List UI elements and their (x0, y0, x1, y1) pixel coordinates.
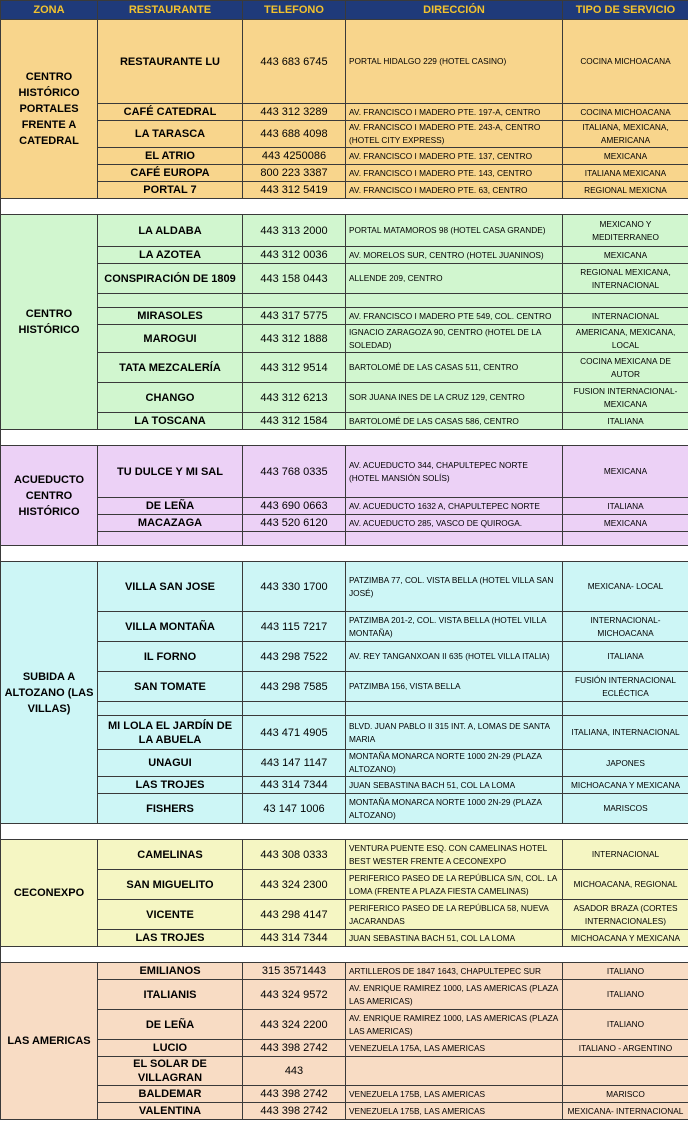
service-type: ITALIANA, INTERNACIONAL (563, 716, 688, 750)
table-row (1, 930, 688, 947)
address: PATZIMBA 156, VISTA BELLA (346, 672, 563, 702)
restaurant-name: EMILIANOS (98, 963, 243, 980)
service-type: ITALIANO (563, 980, 688, 1010)
restaurant-name (98, 294, 243, 308)
phone-number (243, 294, 346, 308)
restaurant-name: FISHERS (98, 794, 243, 824)
address (346, 702, 563, 716)
service-type: MARISCOS (563, 794, 688, 824)
separator-cell (1, 947, 688, 963)
service-type: ASADOR BRAZA (CORTES INTERNACIONALES) (563, 900, 688, 930)
address: VENTURA PUENTE ESQ. CON CAMELINAS HOTEL BEST WESTER FRENTE A CECONEXPO (346, 840, 563, 870)
service-type: INTERNACIONAL (563, 308, 688, 325)
service-type: ITALIANA (563, 498, 688, 515)
table-row (1, 642, 688, 672)
table-row (1, 165, 688, 182)
table-row (1, 515, 688, 532)
restaurant-name (98, 702, 243, 716)
address: PATZIMBA 201-2, COL. VISTA BELLA (HOTEL VILLA MONTAÑA) (346, 612, 563, 642)
phone-number: 315 3571443 (243, 963, 346, 980)
phone-number: 443 312 5419 (243, 182, 346, 199)
phone-number: 443 683 6745 (243, 20, 346, 104)
service-type (563, 294, 688, 308)
address (346, 532, 563, 546)
header-tipo-servicio: TIPO DE SERVICIO (563, 1, 688, 20)
address: AV. FRANCISCO I MADERO PTE. 63, CENTRO (346, 182, 563, 199)
phone-number: 443 313 2000 (243, 215, 346, 247)
service-type: REGIONAL MEXICNA (563, 182, 688, 199)
service-type: MEXICANA (563, 247, 688, 264)
service-type: ITALIANO (563, 1010, 688, 1040)
restaurant-name: BALDEMAR (98, 1086, 243, 1103)
service-type: MEXICANO Y MEDITERRANEO (563, 215, 688, 247)
service-type: JAPONES (563, 750, 688, 777)
phone-number: 443 308 0333 (243, 840, 346, 870)
phone-number: 443 298 7522 (243, 642, 346, 672)
address: MONTAÑA MONARCA NORTE 1000 2N-29 (PLAZA ALTOZANO) (346, 794, 563, 824)
address: AV. ENRIQUE RAMIREZ 1000, LAS AMERICAS (PLAZA LAS AMERICAS) (346, 1010, 563, 1040)
phone-number: 443 158 0443 (243, 264, 346, 294)
table-row (1, 702, 688, 716)
service-type: FUSION INTERNACIONAL-MEXICANA (563, 383, 688, 413)
phone-number: 800 223 3387 (243, 165, 346, 182)
phone-number: 443 312 9514 (243, 353, 346, 383)
service-type: MEXICANA (563, 148, 688, 165)
phone-number: 443 4250086 (243, 148, 346, 165)
service-type (563, 1057, 688, 1086)
phone-number: 443 312 0036 (243, 247, 346, 264)
table-row (1, 215, 688, 247)
phone-number: 443 115 7217 (243, 612, 346, 642)
address: AV. ENRIQUE RAMIREZ 1000, LAS AMERICAS (PLAZA LAS AMERICAS) (346, 980, 563, 1010)
phone-number: 443 520 6120 (243, 515, 346, 532)
table-row (1, 383, 688, 413)
header-telefono: TELEFONO (243, 1, 346, 20)
restaurant-name: TATA MEZCALERÍA (98, 353, 243, 383)
service-type: MEXICANA- LOCAL (563, 562, 688, 612)
phone-number: 443 398 2742 (243, 1040, 346, 1057)
restaurant-name: MACAZAGA (98, 515, 243, 532)
phone-number (243, 532, 346, 546)
service-type: ITALIANA (563, 642, 688, 672)
table-row (1, 750, 688, 777)
phone-number: 443 312 3289 (243, 104, 346, 121)
service-type: REGIONAL MEXICANA, INTERNACIONAL (563, 264, 688, 294)
service-type: ITALIANA (563, 413, 688, 430)
address: AV. FRANCISCO I MADERO PTE. 143, CENTRO (346, 165, 563, 182)
service-type: COCINA MEXICANA DE AUTOR (563, 353, 688, 383)
table-row (1, 1103, 688, 1120)
table-row (1, 672, 688, 702)
phone-number: 443 688 4098 (243, 121, 346, 148)
restaurant-name: LAS TROJES (98, 777, 243, 794)
restaurant-name: LA TOSCANA (98, 413, 243, 430)
separator-cell (1, 199, 688, 215)
address: AV. FRANCISCO I MADERO PTE. 197-A, CENTRO (346, 104, 563, 121)
restaurant-name: CHANGO (98, 383, 243, 413)
table-row (1, 870, 688, 900)
service-type: INTERNACIONAL (563, 840, 688, 870)
service-type: MICHOACANA, REGIONAL (563, 870, 688, 900)
address: BLVD. JUAN PABLO II 315 INT. A, LOMAS DE SANTA MARIA (346, 716, 563, 750)
service-type: ITALIANO - ARGENTINO (563, 1040, 688, 1057)
restaurant-name: LA AZOTEA (98, 247, 243, 264)
header-zona: ZONA (1, 1, 98, 20)
table-row (1, 794, 688, 824)
phone-number: 443 312 1888 (243, 325, 346, 353)
restaurant-name: RESTAURANTE LU (98, 20, 243, 104)
restaurant-name: DE LEÑA (98, 1010, 243, 1040)
service-type: COCINA MICHOACANA (563, 104, 688, 121)
phone-number: 443 312 1584 (243, 413, 346, 430)
address: AV. ACUEDUCTO 1632 A, CHAPULTEPEC NORTE (346, 498, 563, 515)
service-type: MARISCO (563, 1086, 688, 1103)
service-type: MEXICANA (563, 515, 688, 532)
address: AV. ACUEDUCTO 344, CHAPULTEPEC NORTE (HOTEL MANSIÓN SOLÍS) (346, 446, 563, 498)
restaurant-name: PORTAL 7 (98, 182, 243, 199)
table-row (1, 182, 688, 199)
header-restaurante: RESTAURANTE (98, 1, 243, 20)
table-row (1, 840, 688, 870)
restaurant-name: EL SOLAR DE VILLAGRAN (98, 1057, 243, 1086)
table-row (1, 325, 688, 353)
phone-number: 443 298 7585 (243, 672, 346, 702)
service-type: MICHOACANA Y MEXICANA (563, 777, 688, 794)
restaurant-name: CONSPIRACIÓN DE 1809 (98, 264, 243, 294)
service-type: AMERICANA, MEXICANA, LOCAL (563, 325, 688, 353)
restaurant-name: LAS TROJES (98, 930, 243, 947)
service-type: ITALIANA MEXICANA (563, 165, 688, 182)
address: AV. FRANCISCO I MADERO PTE 549, COL. CENTRO (346, 308, 563, 325)
phone-number: 443 324 9572 (243, 980, 346, 1010)
phone-number: 443 317 5775 (243, 308, 346, 325)
table-row (1, 121, 688, 148)
zone-separator (1, 824, 688, 840)
phone-number: 443 471 4905 (243, 716, 346, 750)
restaurant-name: VILLA MONTAÑA (98, 612, 243, 642)
restaurant-name: VILLA SAN JOSE (98, 562, 243, 612)
zone-name-cell: LAS AMERICAS (1, 963, 98, 1120)
address: PERIFERICO PASEO DE LA REPÚBLICA 58, NUEVA JACARANDAS (346, 900, 563, 930)
address: AV. ACUEDUCTO 285, VASCO DE QUIROGA. (346, 515, 563, 532)
address: SOR JUANA INES DE LA CRUZ 129, CENTRO (346, 383, 563, 413)
address: BARTOLOMÉ DE LAS CASAS 586, CENTRO (346, 413, 563, 430)
zone-name-cell: ACUEDUCTO CENTRO HISTÓRICO (1, 446, 98, 546)
phone-number: 443 398 2742 (243, 1103, 346, 1120)
phone-number: 443 324 2200 (243, 1010, 346, 1040)
table-row (1, 900, 688, 930)
table-row (1, 963, 688, 980)
service-type: ITALIANO (563, 963, 688, 980)
table-row (1, 777, 688, 794)
zone-name-cell: CECONEXPO (1, 840, 98, 947)
table-row (1, 20, 688, 104)
restaurant-name: MAROGUI (98, 325, 243, 353)
separator-cell (1, 430, 688, 446)
address: VENEZUELA 175B, LAS AMERICAS (346, 1103, 563, 1120)
phone-number: 443 314 7344 (243, 777, 346, 794)
restaurant-name: EL ATRIO (98, 148, 243, 165)
table-row (1, 1010, 688, 1040)
zone-separator (1, 546, 688, 562)
service-type: FUSIÓN INTERNACIONAL ECLÉCTICA (563, 672, 688, 702)
restaurant-name: CAFÉ CATEDRAL (98, 104, 243, 121)
restaurant-name: LA ALDABA (98, 215, 243, 247)
phone-number: 443 330 1700 (243, 562, 346, 612)
restaurant-name: TU DULCE Y MI SAL (98, 446, 243, 498)
table-row (1, 308, 688, 325)
restaurant-name: CAMELINAS (98, 840, 243, 870)
phone-number: 443 690 0663 (243, 498, 346, 515)
table-row (1, 353, 688, 383)
header-row (1, 1, 688, 20)
table-row (1, 1057, 688, 1086)
table-row (1, 562, 688, 612)
service-type (563, 702, 688, 716)
restaurant-name: DE LEÑA (98, 498, 243, 515)
service-type: COCINA MICHOACANA (563, 20, 688, 104)
phone-number: 443 314 7344 (243, 930, 346, 947)
table-row (1, 1086, 688, 1103)
phone-number: 443 324 2300 (243, 870, 346, 900)
phone-number: 443 147 1147 (243, 750, 346, 777)
zone-name-cell: CENTRO HISTÓRICO (1, 215, 98, 430)
restaurant-name: VICENTE (98, 900, 243, 930)
table-row (1, 247, 688, 264)
restaurant-name: ITALIANIS (98, 980, 243, 1010)
table-row (1, 446, 688, 498)
restaurant-name: MI LOLA EL JARDÍN DE LA ABUELA (98, 716, 243, 750)
zone-separator (1, 947, 688, 963)
address: VENEZUELA 175B, LAS AMERICAS (346, 1086, 563, 1103)
address: AV. FRANCISCO I MADERO PTE. 243-A, CENTRO (HOTEL CITY EXPRESS) (346, 121, 563, 148)
address: ARTILLEROS DE 1847 1643, CHAPULTEPEC SUR (346, 963, 563, 980)
separator-cell (1, 824, 688, 840)
restaurant-name: UNAGUI (98, 750, 243, 777)
zone-name-cell: CENTRO HISTÓRICO PORTALES FRENTE A CATEDRAL (1, 20, 98, 199)
restaurant-name: SAN TOMATE (98, 672, 243, 702)
table-row (1, 532, 688, 546)
phone-number (243, 702, 346, 716)
phone-number: 443 (243, 1057, 346, 1086)
restaurant-name (98, 532, 243, 546)
address: PATZIMBA 77, COL. VISTA BELLA (HOTEL VILLA SAN JOSÉ) (346, 562, 563, 612)
address: VENEZUELA 175A, LAS AMERICAS (346, 1040, 563, 1057)
address (346, 1057, 563, 1086)
zone-separator (1, 430, 688, 446)
table-row (1, 980, 688, 1010)
address: PORTAL MATAMOROS 98 (HOTEL CASA GRANDE) (346, 215, 563, 247)
table-row (1, 498, 688, 515)
service-type: MEXICANA (563, 446, 688, 498)
service-type: INTERNACIONAL-MICHOACANA (563, 612, 688, 642)
table-row (1, 716, 688, 750)
zone-name-cell: SUBIDA A ALTOZANO (LAS VILLAS) (1, 562, 98, 824)
address: MONTAÑA MONARCA NORTE 1000 2N-29 (PLAZA ALTOZANO) (346, 750, 563, 777)
zone-separator (1, 199, 688, 215)
table-body (1, 20, 688, 1120)
restaurant-name: LUCIO (98, 1040, 243, 1057)
separator-cell (1, 546, 688, 562)
address: ALLENDE 209, CENTRO (346, 264, 563, 294)
table-row (1, 264, 688, 294)
restaurant-name: LA TARASCA (98, 121, 243, 148)
phone-number: 43 147 1006 (243, 794, 346, 824)
address: PERIFERICO PASEO DE LA REPÚBLICA S/N, COL. LA LOMA (FRENTE A PLAZA FIESTA CAMELINAS) (346, 870, 563, 900)
address (346, 294, 563, 308)
header-direccion: DIRECCIÓN (346, 1, 563, 20)
table-row (1, 148, 688, 165)
phone-number: 443 768 0335 (243, 446, 346, 498)
restaurant-name: SAN MIGUELITO (98, 870, 243, 900)
address: BARTOLOMÉ DE LAS CASAS 511, CENTRO (346, 353, 563, 383)
address: IGNACIO ZARAGOZA 90, CENTRO (HOTEL DE LA SOLEDAD) (346, 325, 563, 353)
restaurant-name: CAFÉ EUROPA (98, 165, 243, 182)
phone-number: 443 312 6213 (243, 383, 346, 413)
address: AV. MORELOS SUR, CENTRO (HOTEL JUANINOS) (346, 247, 563, 264)
table-row (1, 104, 688, 121)
address: PORTAL HIDALGO 229 (HOTEL CASINO) (346, 20, 563, 104)
phone-number: 443 298 4147 (243, 900, 346, 930)
service-type (563, 532, 688, 546)
table-row (1, 1040, 688, 1057)
service-type: MEXICANA- INTERNACIONAL (563, 1103, 688, 1120)
restaurant-name: VALENTINA (98, 1103, 243, 1120)
table-row (1, 413, 688, 430)
address: JUAN SEBASTINA BACH 51, COL LA LOMA (346, 930, 563, 947)
restaurant-name: MIRASOLES (98, 308, 243, 325)
address: AV. FRANCISCO I MADERO PTE. 137, CENTRO (346, 148, 563, 165)
service-type: ITALIANA, MEXICANA, AMERICANA (563, 121, 688, 148)
table-row (1, 612, 688, 642)
phone-number: 443 398 2742 (243, 1086, 346, 1103)
restaurant-name: IL FORNO (98, 642, 243, 672)
table-row (1, 294, 688, 308)
address: AV. REY TANGANXOAN II 635 (HOTEL VILLA ITALIA) (346, 642, 563, 672)
address: JUAN SEBASTINA BACH 51, COL LA LOMA (346, 777, 563, 794)
service-type: MICHOACANA Y MEXICANA (563, 930, 688, 947)
